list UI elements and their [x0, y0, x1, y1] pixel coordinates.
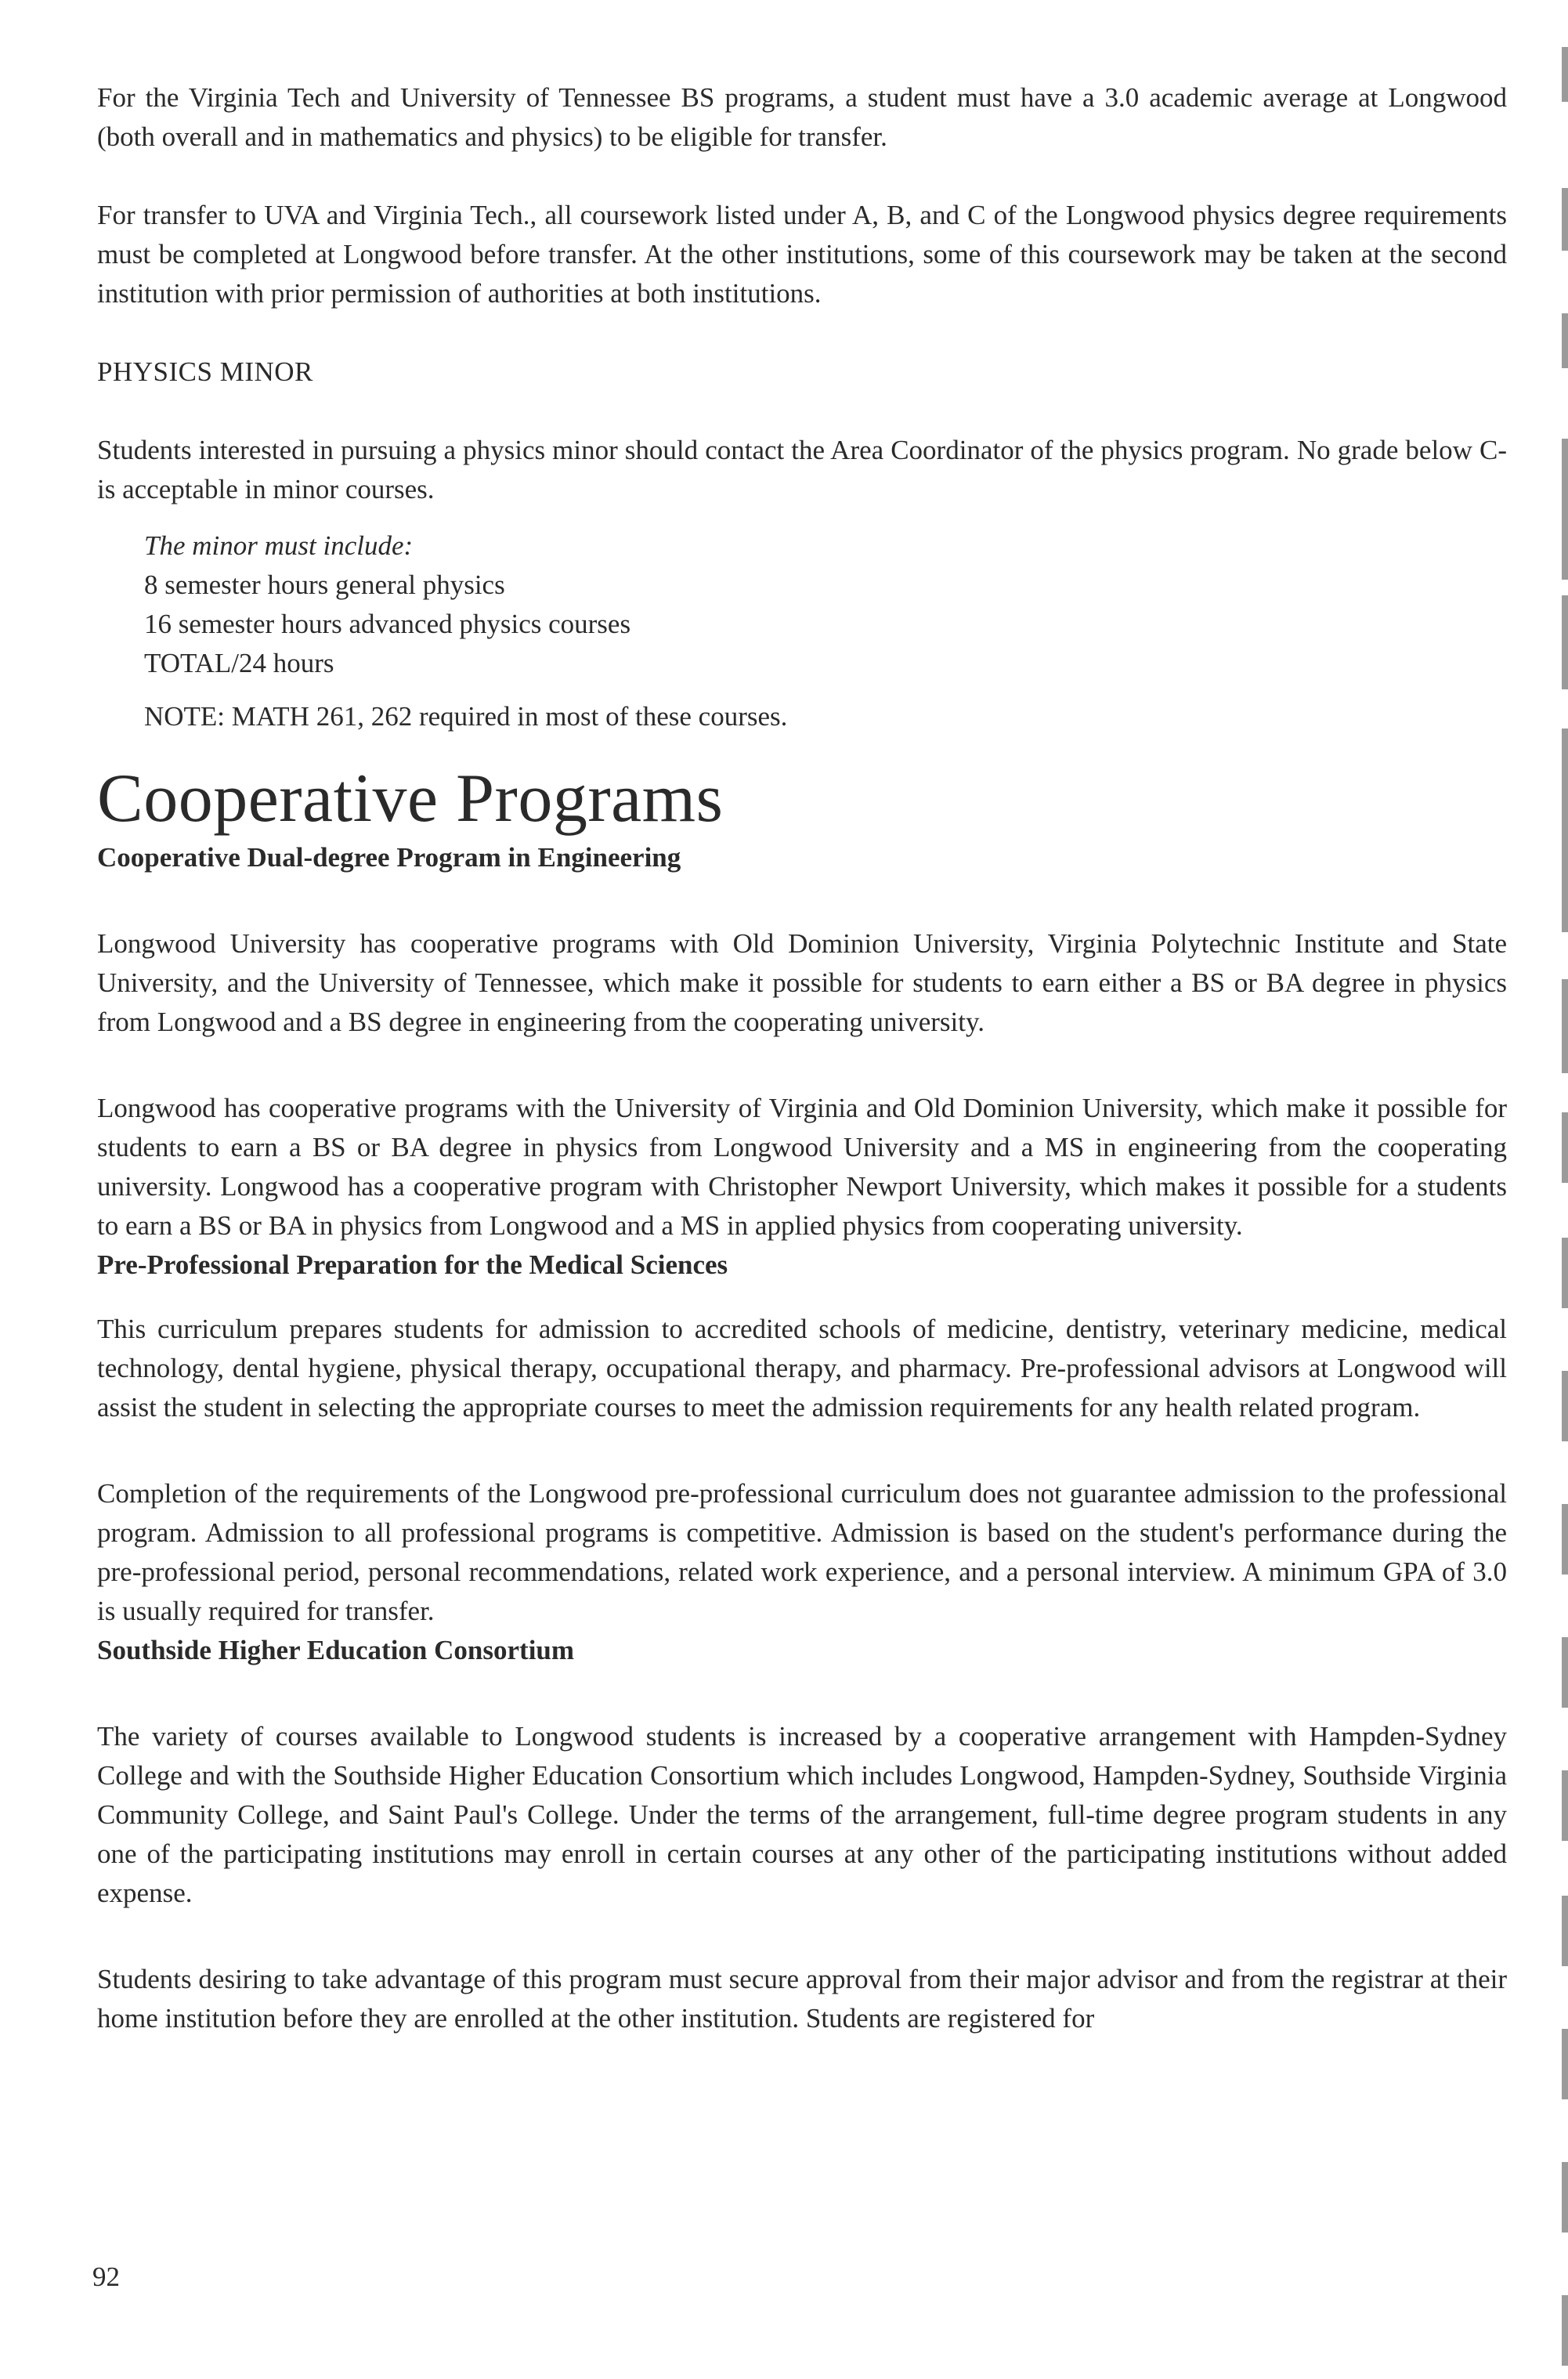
minor-note: NOTE: MATH 261, 262 required in most of these courses.: [144, 701, 788, 732]
southside-heading: Southside Higher Education Consortium: [97, 1635, 575, 1665]
medical-paragraph-2: Completion of the requirements of the Longwood pre-professional curriculum does not guarantee admission to the professional program. Admission to all professional programs is competitive. Admission is based on the student's performance during the pre-professional period, personal recommendations, related work experience, and a personal interview. A minimum GPA of 3.0 is usually required for transfer.: [97, 1478, 1507, 1626]
scan-edge-mark: [1562, 313, 1568, 368]
scan-edge-mark: [1562, 47, 1568, 102]
scan-edge-mark: [1562, 595, 1568, 689]
scan-edge-mark: [1562, 1504, 1568, 1575]
engineering-paragraph-1: Longwood University has cooperative programs with Old Dominion University, Virginia Polytechnic Institute and State University, and the University of Tennessee, which make it possible for students to earn either a BS or BA degree in physics from Longwood and a BS degree in engineering from the cooperating university.: [97, 928, 1507, 1037]
scan-edge-mark: [1562, 2029, 1568, 2099]
medical-paragraph-1: This curriculum prepares students for admission to accredited schools of medicine, dentistry, veterinary medicine, medical technology, dental hygiene, physical therapy, occupational therapy, and pharmacy. Pre-professional advisors at Longwood will assist the student in selecting the appropriate courses to meet the admission requirements for any health related program.: [97, 1314, 1507, 1423]
page-number: 92: [92, 2261, 120, 2292]
scan-edge-mark: [1562, 1112, 1568, 1183]
physics-minor-intro: Students interested in pursuing a physics minor should contact the Area Coordinator of the physics program. No grade below C- is acceptable in minor courses.: [97, 435, 1507, 504]
scan-edge-mark: [1562, 188, 1568, 251]
section-title: Cooperative Programs: [97, 761, 724, 837]
scan-edge-mark: [1562, 1637, 1568, 1708]
paragraph-transfer-uva: For transfer to UVA and Virginia Tech., all coursework listed under A, B, and C of the Longwood physics degree requirements must be completed at Longwood before transfer. At the other institutions, some of this coursework may be taken at the second institution with prior permission of authorities at both institutions.: [97, 200, 1507, 309]
engineering-heading: Cooperative Dual-degree Program in Engineering: [97, 842, 681, 873]
page-body: [97, 78, 1507, 2038]
minor-requirements-lead: The minor must include:: [144, 530, 414, 561]
scan-edge-mark: [1562, 1896, 1568, 1966]
engineering-paragraph-2: Longwood has cooperative programs with the University of Virginia and Old Dominion University, which make it possible for students to earn a BS or BA degree in physics from Longwood University and a MS in engineering from the cooperating university. Longwood has a cooperative program with Christopher Newport University, which makes it possible for a students to earn a BS or BA in physics from Longwood and a MS in applied physics from cooperating university.: [97, 1093, 1507, 1241]
scan-edge-mark: [1562, 1770, 1568, 1841]
minor-requirements-list: [144, 526, 1507, 736]
minor-requirement-item: 8 semester hours general physics: [144, 569, 505, 600]
scan-edge-mark: [1562, 729, 1568, 932]
paragraph-transfer-gpa: For the Virginia Tech and University of Tennessee BS programs, a student must have a 3.0 academic average at Longwood (both overall and in mathematics and physics) to be eligible for transfer.: [97, 82, 1507, 152]
physics-minor-heading: PHYSICS MINOR: [97, 356, 313, 387]
scan-edge-mark: [1562, 1238, 1568, 1308]
southside-paragraph-1: The variety of courses available to Longwood students is increased by a cooperative arrangement with Hampden-Sydney College and with the Southside Higher Education Consortium which includes Longwood, Hampden-Sydney, Southside Virginia Community College, and Saint Paul's College. Under the terms of the arrangement, full-time degree program students in any one of the participating institutions may enroll in certain courses at any other of the participating institutions without added expense.: [97, 1721, 1507, 1908]
scan-edge-mark: [1562, 439, 1568, 580]
medical-heading: Pre-Professional Preparation for the Medical Sciences: [97, 1249, 728, 1280]
minor-requirement-item: TOTAL/24 hours: [144, 648, 334, 678]
scan-edge-mark: [1562, 2295, 1568, 2366]
scan-edge-mark: [1562, 1371, 1568, 1441]
scan-edge-mark: [1562, 2162, 1568, 2233]
minor-requirement-item: 16 semester hours advanced physics courses: [144, 609, 631, 639]
scan-edge-mark: [1562, 979, 1568, 1073]
southside-paragraph-2: Students desiring to take advantage of this program must secure approval from their major advisor and from the registrar at their home institution before they are enrolled at the other institution. Students are registered for: [97, 1964, 1507, 2034]
